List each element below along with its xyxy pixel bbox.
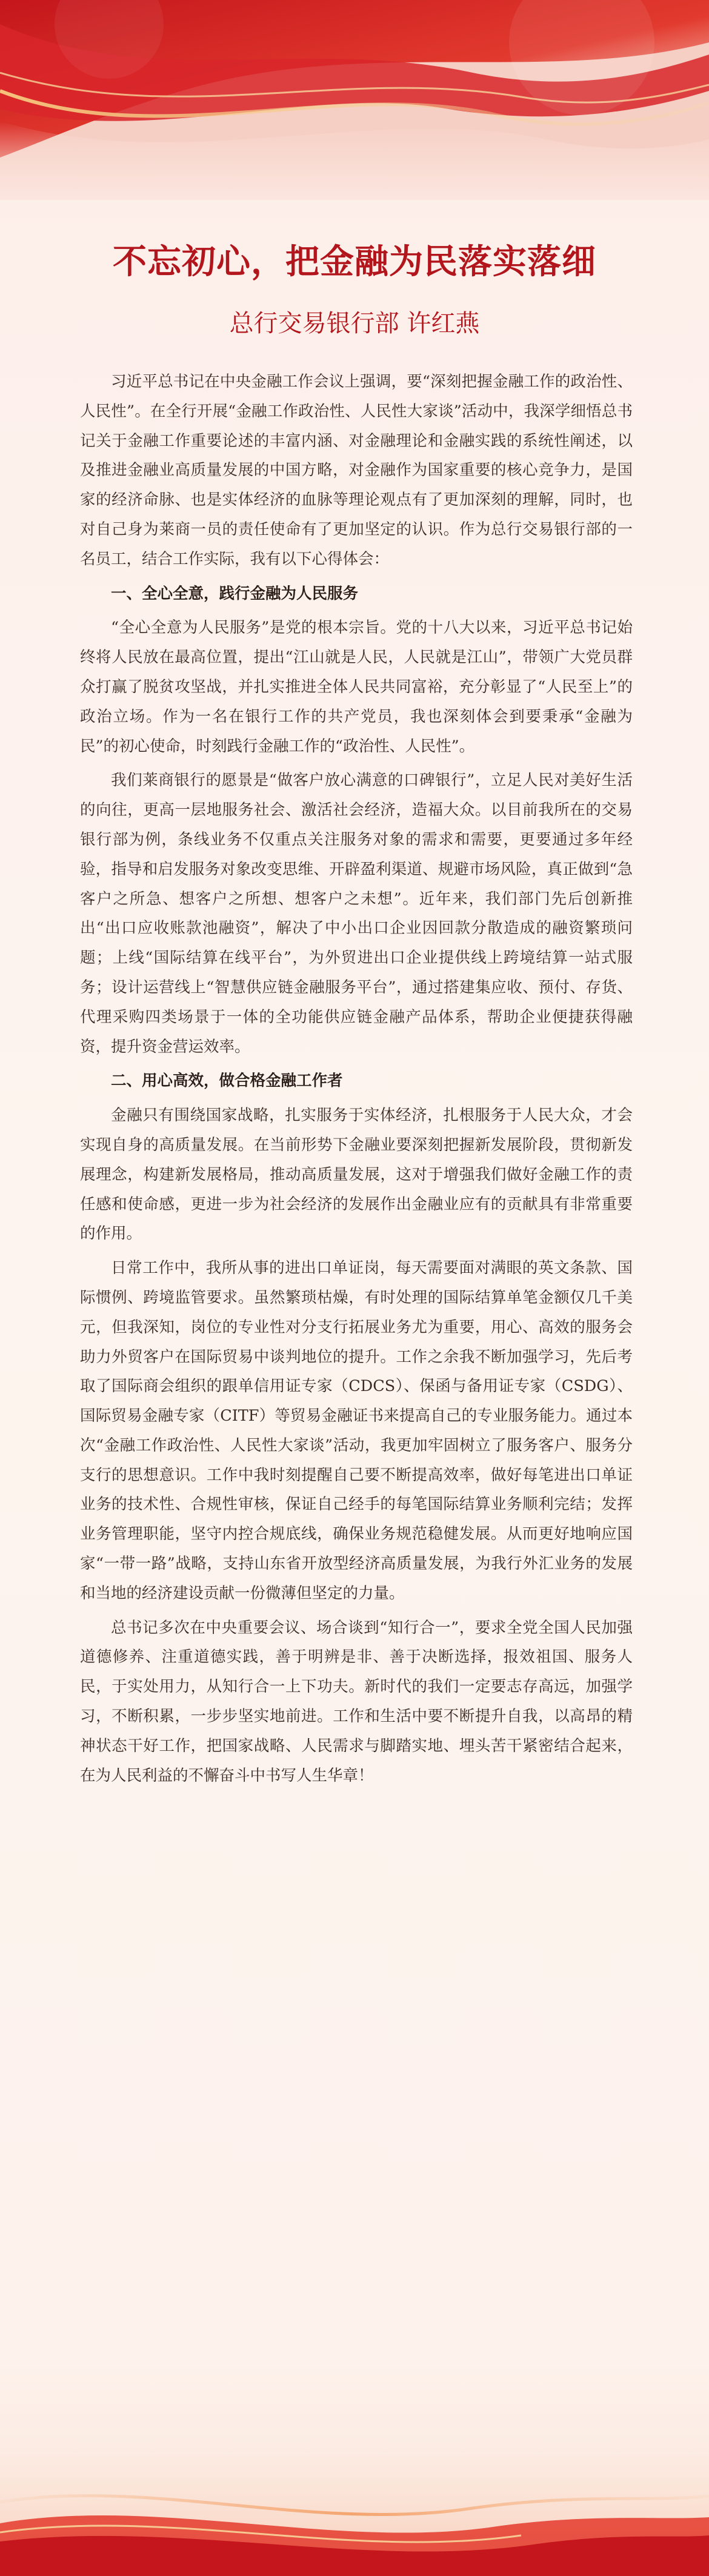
paragraph-conclusion: 总书记多次在中央重要会议、场合谈到“知行合一”，要求全党全国人民加强道德修养、注重道德实践，善于明辨是非、善于决断选择，报效祖国、服务人民，于实处用力，从知行合一上下功夫。新时代的我们一定要志存高远，加强学习，不断积累，一步步坚实地前进。工作和生活中要不断提升自我，以高昂的精神状态干好工作，把国家战略、人民需求与脚踏实地、埋头苦干紧密结合起来，在为人民利益的不懈奋斗中书写人生华章！ [80,1618,633,1785]
paragraph-intro: 习近平总书记在中央金融工作会议上强调，要“深刻把握金融工作的政治性、人民性”。在全行开展“金融工作政治性、人民性大家谈”活动中，我深学细悟总书记关于金融工作重要论述的丰富内涵、对金融理论和金融实践的系统性阐述，以及推进金融业高质量发展的中国方略，对金融作为国家重要的核心竞争力，是国家的经济命脉、也是实体经济的血脉等理论观点有了更加深刻的理解，同时，也对自己身为莱商一员的责任使命有了更加坚定的认识。作为总行交易银行部的一名员工，结合工作实际，我有以下心得体会： [80,373,633,568]
article-body [80,367,633,1795]
paragraph: 日常工作中，我所从事的进出口单证岗，每天需要面对满眼的英文条款、国际惯例、跨境监管要求。虽然繁琐枯燥，有时处理的国际结算单笔金额仅几千美元，但我深知，岗位的专业性对分支行拓展业务尤为重要，用心、高效的服务会助力外贸客户在国际贸易中谈判地位的提升。工作之余我不断加强学习，先后考取了国际商会组织的跟单信用证专家（CDCS）、保函与备用证专家（CSDG）、国际贸易金融专家（CITF）等贸易金融证书来提高自己的专业服务能力。通过本次“金融工作政治性、人民性大家谈”活动，我更加牢固树立了服务客户、服务分支行的思想意识。工作中我时刻提醒自己要不断提高效率，做好每笔进出口单证业务的技术性、合规性审核，保证自己经手的每笔国际结算业务顺利完结；发挥业务管理职能，坚守内控合规底线，确保业务规范稳健发展。从而更好地响应国家“一带一路”战略，支持山东省开放型经济高质量发展，为我行外汇业务的发展和当地的经济建设贡献一份微薄但坚定的力量。 [80,1259,633,1602]
header-ribbon-decoration [0,0,709,200]
article-title: 不忘初心，把金融为民落实落细 [113,242,596,282]
paragraph: 金融只有围绕国家战略，扎实服务于实体经济，扎根服务于人民大众，才会实现自身的高质量发展。在当前形势下金融业要深刻把握新发展阶段，贯彻新发展理念，构建新发展格局，推动高质量发展，这对于增强我们做好金融工作的责任感和使命感，更进一步为社会经济的发展作出金融业应有的贡献具有非常重要的作用。 [80,1106,633,1243]
section-heading-2: 二、用心高效，做合格金融工作者 [111,1072,343,1090]
paragraph: “全心全意为人民服务”是党的根本宗旨。党的十八大以来，习近平总书记始终将人民放在最高位置，提出“江山就是人民，人民就是江山”，带领广大党员群众打赢了脱贫攻坚战，并扎实推进全体人民共同富裕，充分彰显了“人民至上”的政治立场。作为一名在银行工作的共产党员，我也深刻体会到要秉承“金融为民”的初心使命，时刻践行金融工作的“政治性、人民性”。 [80,619,633,755]
article-byline: 总行交易银行部 许红燕 [229,310,480,337]
paragraph: 我们莱商银行的愿景是“做客户放心满意的口碑银行”，立足人民对美好生活的向往，更高一层地服务社会、激活社会经济，造福大众。以目前我所在的交易银行部为例，条线业务不仅重点关注服务对象的需求和需要，更要通过多年经验，指导和启发服务对象改变思维、开辟盈利渠道、规避市场风险，真正做到“急客户之所急、想客户之所想、想客户之未想”。近年来，我们部门先后创新推出“出口应收账款池融资”，解决了中小出口企业因回款分散造成的融资繁琐问题；上线“国际结算在线平台”，为外贸进出口企业提供线上跨境结算一站式服务；设计运营线上“智慧供应链金融服务平台”，通过搭建集应收、预付、存货、代理采购四类场景于一体的全功能供应链金融产品体系，帮助企业便捷获得融资，提升资金营运效率。 [80,771,633,1056]
section-heading-1: 一、全心全意，践行金融为人民服务 [111,584,359,603]
footer-ribbon-decoration [0,2411,709,2576]
